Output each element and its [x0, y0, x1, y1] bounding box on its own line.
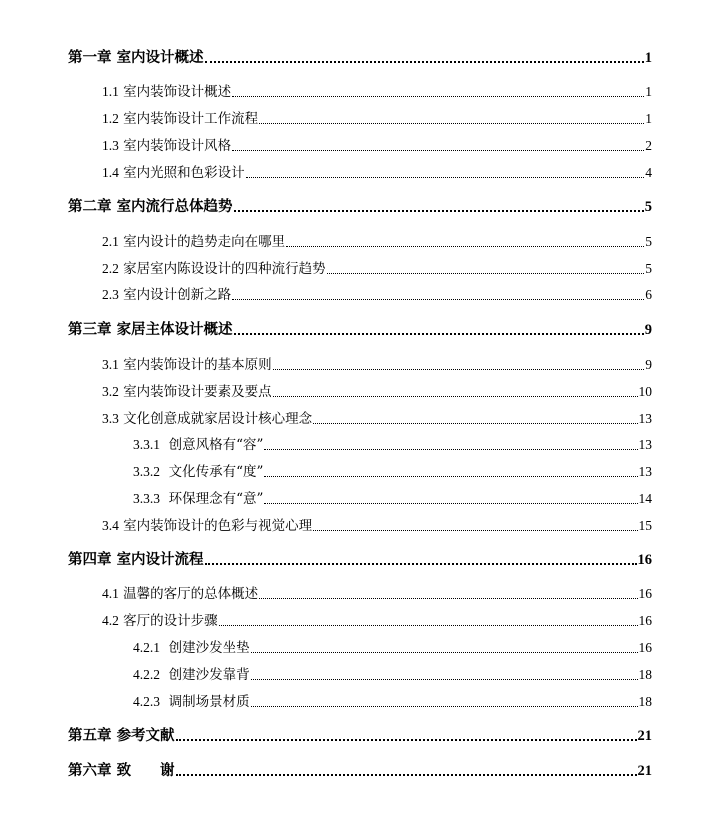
toc-entry-title	[68, 198, 233, 216]
dot-leader	[264, 502, 637, 504]
toc-entry-title	[133, 666, 250, 684]
toc-page-number: 2	[645, 138, 652, 153]
toc-entry-label: 室内设计流程	[116, 551, 204, 568]
toc-entry[interactable]	[102, 610, 652, 630]
dot-leader	[232, 149, 644, 151]
toc-entry-label: 创意风格有“容”	[168, 437, 264, 453]
toc-entry[interactable]	[68, 47, 652, 67]
toc-entry[interactable]	[133, 488, 652, 508]
toc-entry-label: 创建沙发靠背	[168, 667, 250, 683]
toc-entry[interactable]	[68, 725, 652, 745]
dot-leader	[273, 368, 645, 370]
toc-entry-title	[102, 410, 312, 428]
toc-page-number: 16	[637, 552, 652, 568]
toc-entry-number: 第二章	[68, 198, 112, 215]
dot-leader	[259, 597, 637, 599]
toc-page-number: 5	[644, 199, 652, 215]
toc-entry[interactable]	[102, 515, 652, 535]
toc-entry[interactable]	[133, 637, 652, 657]
toc-entry-title	[68, 762, 175, 780]
toc-entry-title	[102, 356, 272, 374]
dot-leader	[264, 475, 637, 477]
toc-entry-label: 调制场景材质	[168, 694, 250, 710]
toc-entry[interactable]	[102, 135, 652, 155]
dot-leader	[219, 624, 638, 626]
toc-page-number: 18	[638, 667, 652, 682]
toc-entry-label: 温馨的客厅的总体概述	[123, 586, 259, 602]
toc-page-number: 15	[638, 518, 652, 533]
toc-entry-label: 环保理念有“意”	[168, 491, 264, 507]
toc-entry-title	[133, 436, 263, 454]
toc-entry[interactable]	[133, 461, 652, 481]
toc-entry-number: 第五章	[68, 727, 112, 744]
toc-entry-label: 室内流行总体趋势	[116, 198, 233, 215]
toc-entry-number: 4.2.3	[133, 694, 160, 709]
toc-entry[interactable]	[68, 760, 652, 780]
toc-entry-label: 家居室内陈设设计的四种流行趋势	[123, 261, 326, 277]
dot-leader	[251, 678, 638, 680]
toc-page-number: 21	[637, 728, 652, 744]
toc-entry-title	[68, 551, 204, 569]
toc-entry-label: 创建沙发坐垫	[168, 640, 250, 656]
toc-page-number: 13	[638, 437, 652, 452]
toc-entry-title	[102, 83, 231, 101]
dot-leader	[234, 332, 644, 335]
dot-leader	[232, 298, 644, 300]
toc-entry-number: 4.2.2	[133, 667, 160, 682]
toc-page-number: 5	[645, 261, 652, 276]
toc-entry-number: 3.4	[102, 518, 119, 533]
toc-page-number: 1	[645, 111, 652, 126]
dot-leader	[313, 529, 637, 531]
toc-entry-number: 3.1	[102, 357, 119, 372]
toc-entry-number: 1.1	[102, 84, 119, 99]
toc-entry-label: 室内装饰设计工作流程	[123, 111, 259, 127]
toc-entry-number: 3.3.3	[133, 491, 160, 506]
toc-entry-title	[102, 517, 312, 535]
dot-leader	[205, 60, 644, 63]
toc-entry-title	[102, 286, 231, 304]
toc-entry-label: 室内光照和色彩设计	[123, 165, 245, 181]
toc-entry-label: 致 谢	[116, 762, 175, 779]
toc-entry[interactable]	[102, 408, 652, 428]
dot-leader	[286, 245, 644, 247]
dot-leader	[264, 448, 637, 450]
toc-entry-label: 室内装饰设计的基本原则	[123, 357, 272, 373]
toc-entry-number: 1.4	[102, 165, 119, 180]
dot-leader	[251, 651, 638, 653]
dot-leader	[205, 562, 637, 565]
toc-entry[interactable]	[68, 196, 652, 216]
toc-entry-title	[102, 110, 258, 128]
toc-entry[interactable]	[102, 381, 652, 401]
toc-entry-title	[102, 383, 272, 401]
toc-entry-number: 第一章	[68, 49, 112, 66]
toc-page-number: 18	[638, 694, 652, 709]
toc-page-number: 21	[637, 763, 652, 779]
toc-entry-number: 2.2	[102, 261, 119, 276]
toc-entry-label: 室内设计的趋势走向在哪里	[123, 234, 286, 250]
toc-entry-number: 1.3	[102, 138, 119, 153]
toc-page-number: 13	[638, 464, 652, 479]
toc-entry[interactable]	[133, 691, 652, 711]
toc-entry[interactable]	[102, 81, 652, 101]
toc-entry-label: 文化创意成就家居设计核心理念	[123, 411, 313, 427]
toc-entry-number: 3.3.2	[133, 464, 160, 479]
toc-entry-title	[133, 490, 263, 508]
toc-entry-number: 2.1	[102, 234, 119, 249]
dot-leader	[313, 422, 637, 424]
toc-entry-label: 文化传承有“度”	[168, 464, 264, 480]
toc-entry-title	[68, 321, 233, 339]
dot-leader	[232, 95, 644, 97]
toc-entry-title	[102, 612, 218, 630]
toc-entry[interactable]	[68, 549, 652, 569]
toc-page-number: 14	[638, 491, 652, 506]
toc-entry[interactable]	[102, 231, 652, 251]
toc-entry[interactable]	[102, 108, 652, 128]
toc-entry-title	[102, 137, 231, 155]
dot-leader	[259, 122, 644, 124]
toc-entry-title	[133, 463, 263, 481]
toc-entry-label: 室内设计创新之路	[123, 287, 232, 303]
toc-entry[interactable]	[68, 319, 652, 339]
toc-entry-label: 室内装饰设计风格	[123, 138, 232, 154]
dot-leader	[251, 705, 638, 707]
toc-entry-number: 4.2	[102, 613, 119, 628]
toc-entry-number: 2.3	[102, 287, 119, 302]
toc-entry-title	[102, 164, 245, 182]
toc-entry-number: 1.2	[102, 111, 119, 126]
toc-entry[interactable]	[102, 354, 652, 374]
toc-entry-number: 4.1	[102, 586, 119, 601]
toc-page-number: 9	[645, 357, 652, 372]
toc-entry-number: 3.3.1	[133, 437, 160, 452]
toc-entry-title	[102, 233, 285, 251]
toc-entry-label: 家居主体设计概述	[116, 321, 233, 338]
toc-entry[interactable]	[133, 434, 652, 454]
toc-entry-label: 参考文献	[116, 727, 175, 744]
toc-entry-number: 第六章	[68, 762, 112, 779]
toc-entry-number: 第四章	[68, 551, 112, 568]
toc-page-number: 6	[645, 287, 652, 302]
dot-leader	[234, 209, 644, 212]
toc-entry-label: 室内装饰设计概述	[123, 84, 232, 100]
toc-entry-label: 室内装饰设计的色彩与视觉心理	[123, 518, 313, 534]
toc-entry-title	[133, 693, 250, 711]
toc-entry[interactable]	[133, 664, 652, 684]
toc-page-number: 4	[645, 165, 652, 180]
toc-entry-number: 4.2.1	[133, 640, 160, 655]
toc-entry-title	[102, 585, 258, 603]
toc-page-number: 10	[638, 384, 652, 399]
dot-leader	[273, 395, 638, 397]
toc-entry-label: 客厅的设计步骤	[123, 613, 218, 629]
toc-entry-title	[68, 727, 175, 745]
toc-page-number: 5	[645, 234, 652, 249]
dot-leader	[176, 773, 637, 776]
toc-entry-number: 3.2	[102, 384, 119, 399]
toc-entry[interactable]	[102, 162, 652, 182]
toc-entry-title	[133, 639, 250, 657]
dot-leader	[246, 176, 645, 178]
toc-entry-number: 第三章	[68, 321, 112, 338]
dot-leader	[176, 738, 637, 741]
toc-entry[interactable]	[102, 583, 652, 603]
toc-entry-label: 室内设计概述	[116, 49, 204, 66]
toc-page-number: 1	[645, 84, 652, 99]
toc-page-number: 16	[638, 613, 652, 628]
toc-entry-number: 3.3	[102, 411, 119, 426]
dot-leader	[327, 272, 645, 274]
toc-page-number: 1	[644, 50, 652, 66]
toc-entry-label: 室内装饰设计要素及要点	[123, 384, 272, 400]
toc-page-number: 13	[638, 411, 652, 426]
toc-entry-title	[102, 260, 326, 278]
toc-entry[interactable]	[102, 284, 652, 304]
toc-entry[interactable]	[102, 258, 652, 278]
toc-page-number: 16	[638, 586, 652, 601]
toc-page-number: 16	[638, 640, 652, 655]
toc-entry-title	[68, 49, 204, 67]
toc-page-number: 9	[644, 322, 652, 338]
